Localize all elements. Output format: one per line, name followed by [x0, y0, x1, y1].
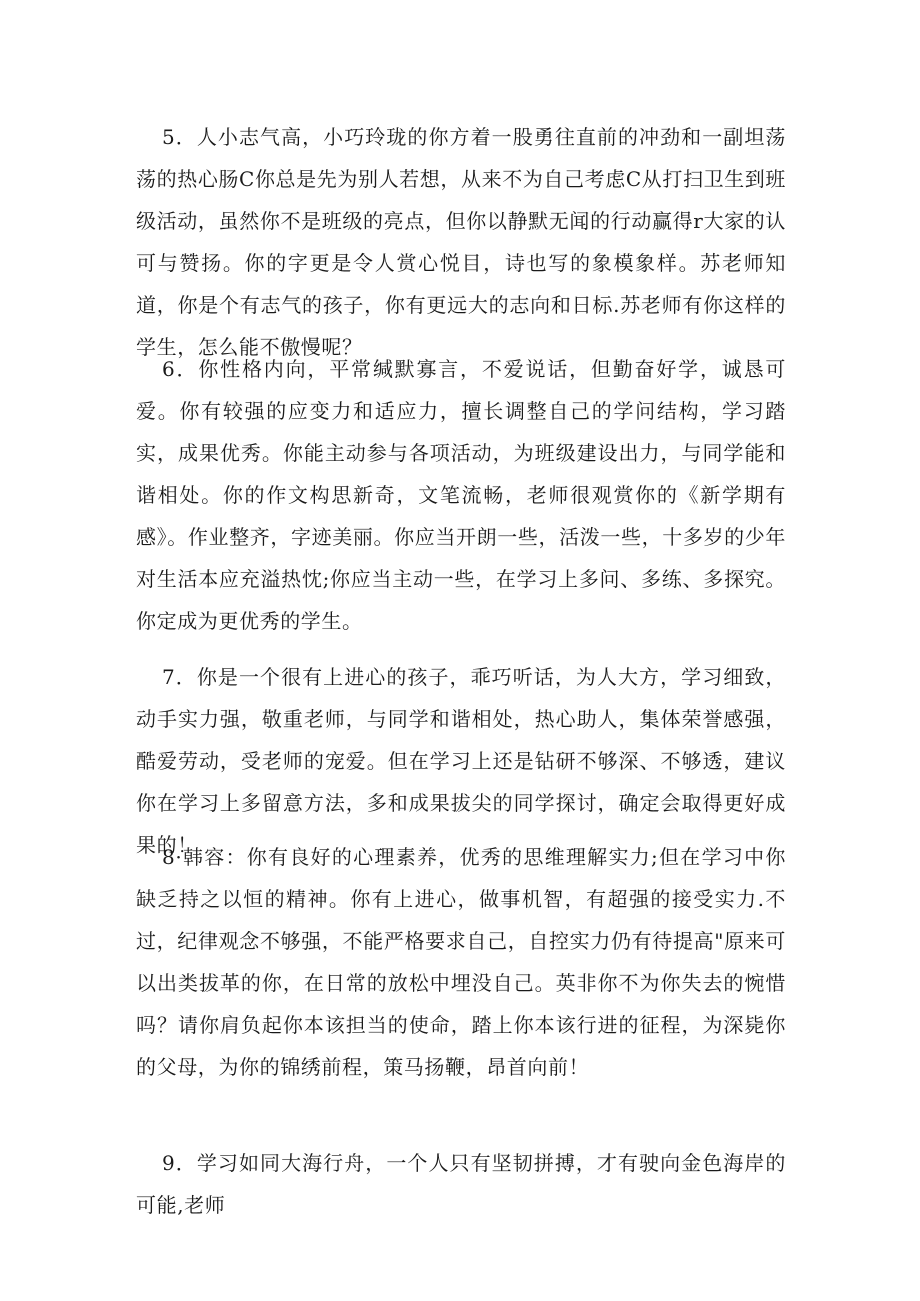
- comment-paragraph-6: 6．你性格内向，平常缄默寡言，不爱说话，但勤奋好学，诚恳可爱。你有较强的应变力和适应力，擅长调整自己的学问结构，学习踏实，成果优秀。你能主动参与各项活动，为班级建设出力，与同学能和谐相处。你的作文构思新奇，文笔流畅，老师很观赏你的《新学期有感》。作业整齐，字迹美丽。你应当开朗一些，活泼一些，十多岁的少年对生活本应充溢热忱;你应当主动一些，在学习上多问、多练、多探究。你定成为更优秀的学生。: [136, 357, 786, 633]
- comment-paragraph-7: 7．你是一个很有上进心的孩子，乖巧听话，为人大方，学习细致，动手实力强，敬重老师，与同学和谐相处，热心助人，集体荣誉感强，酷爱劳动，受老师的宠爱。但在学习上还是钻研不够深、不够透，建议你在学习上多留意方法，多和成果拔尖的同学探讨，确定会取得更好成果的！: [136, 665, 786, 857]
- comment-paragraph-8: 8·韩容：你有良好的心理素养，优秀的思维理解实力;但在学习中你缺乏持之以恒的精神。你有上进心，做事机智，有超强的接受实力.不过，纪律观念不够强，不能严格要求自己，自控实力仍有待提高"原来可以出类拔革的你，在日常的放松中埋没自己。英非你不为你失去的惋惜吗？请你肩负起你本该担当的使命，踏上你本该行进的征程，为深毙你的父母，为你的锦绣前程，策马扬鞭，昂首向前！: [136, 845, 786, 1079]
- comment-paragraph-5: 5．人小志气高，小巧玲珑的你方着一股勇往直前的冲劲和一副坦荡荡的热心肠C你总是先为别人若想，从来不为自己考虑C从打扫卫生到班级活动，虽然你不是班级的亮点，但你以静默无闻的行动赢得r大家的认可与赞扬。你的字更是令人赏心悦目，诗也写的象模象样。苏老师知道，你是个有志气的孩子，你有更远大的志向和日标.苏老师有你这样的学生，怎么能不傲慢呢？: [136, 125, 786, 359]
- comment-paragraph-9: 9．学习如同大海行舟，一个人只有坚韧拼搏，才有驶向金色海岸的可能,老师: [136, 1151, 786, 1217]
